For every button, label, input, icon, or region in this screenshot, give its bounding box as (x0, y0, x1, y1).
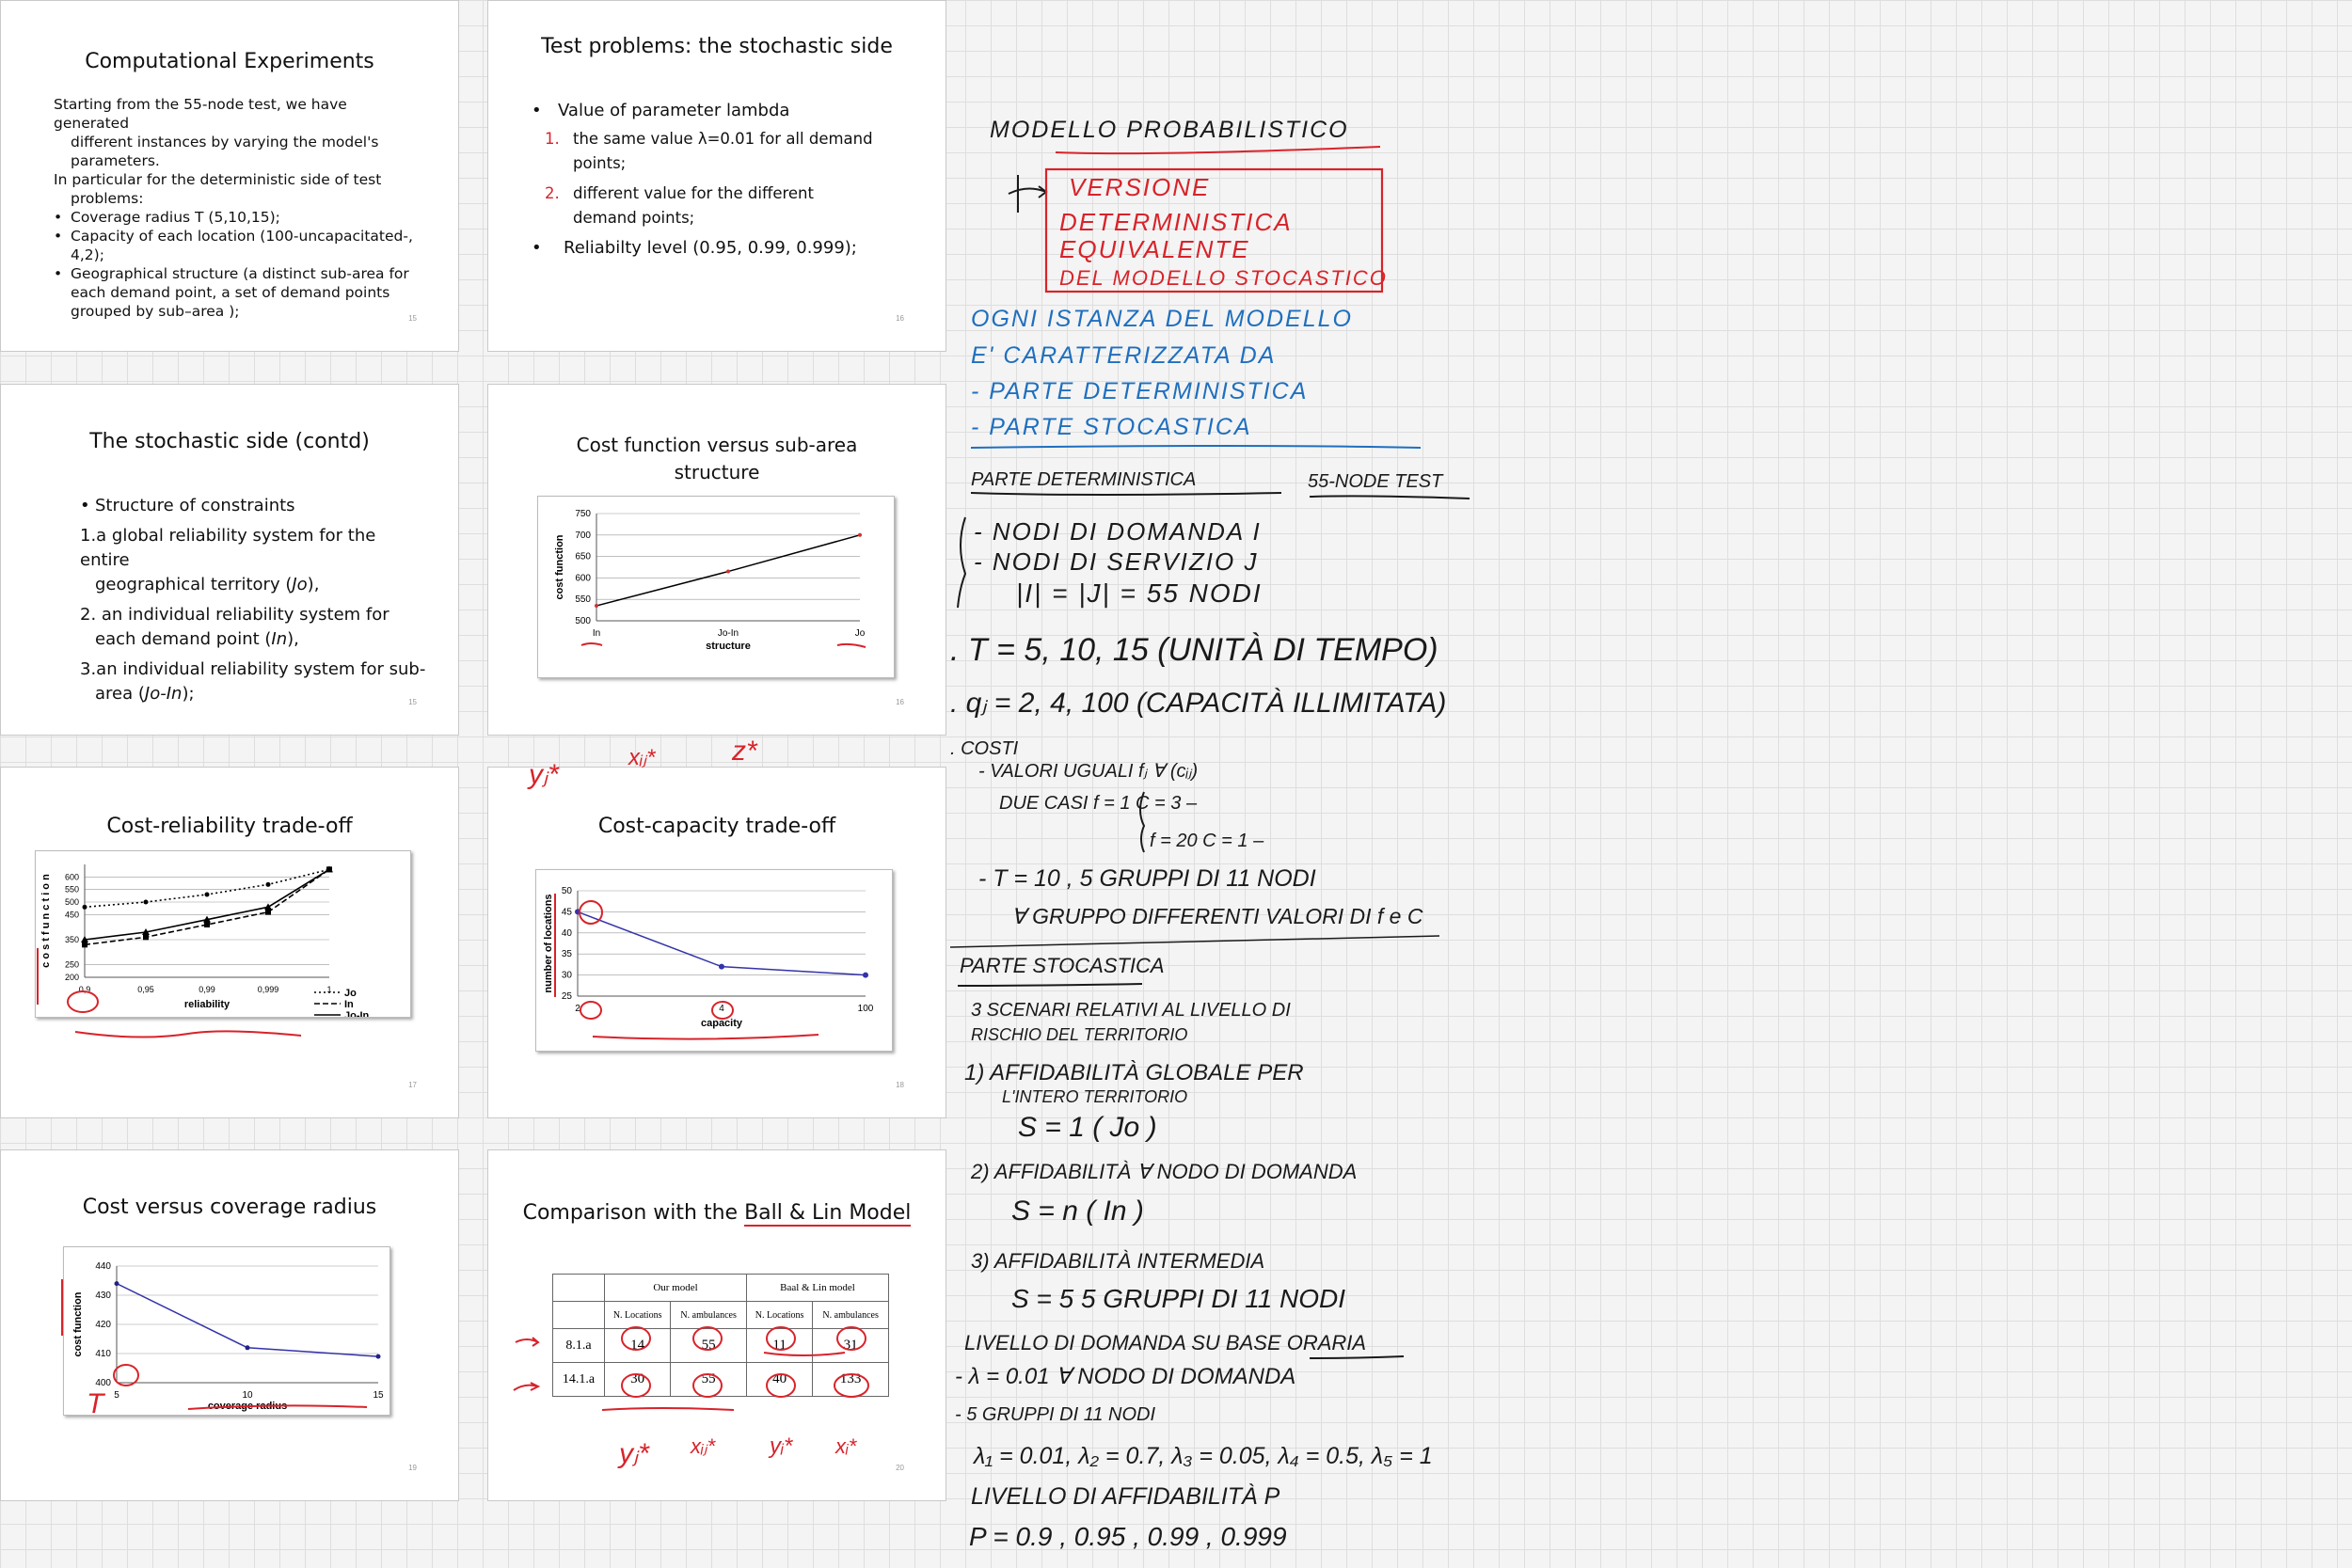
numbered-item (80, 524, 428, 597)
symbol-x: xᵢ* (835, 1434, 857, 1458)
table-header-row (553, 1275, 889, 1302)
section-heading: PARTE STOCASTICA (960, 954, 1165, 977)
slide-title (488, 432, 946, 486)
ink-brace (1140, 792, 1144, 852)
slide-title: The stochastic side (contd) (89, 430, 370, 453)
page-number: 16 (896, 314, 904, 323)
bullet-item: • Reliabilty level (0.95, 0.99, 0.999); (532, 238, 857, 258)
notes-body-1 (950, 517, 1446, 928)
x-tick-label: 2 (575, 1004, 580, 1014)
text-line: different instances by varying the model's (71, 134, 379, 150)
bullet-text: Coverage radius T (5,10,15); (71, 209, 280, 226)
notes-title: MODELLO PROBABILISTICO (990, 117, 1349, 143)
data-point (82, 942, 87, 947)
note-line: f = 20 C = 1 – (1150, 831, 1264, 851)
numbered-item (532, 182, 908, 230)
list-item: • Coverage radius T (5,10,15); (54, 208, 416, 227)
y-axis-label: cost function (554, 534, 565, 600)
page-number: 17 (408, 1081, 417, 1089)
x-axis-label: coverage radius (207, 1401, 288, 1412)
note-line: P = 0.9 , 0.95 , 0.99 , 0.999 (969, 1522, 1287, 1551)
y-tick-label: 420 (95, 1320, 111, 1330)
x-tick-label: Jo-In (717, 628, 739, 639)
chart-container (35, 850, 411, 1018)
slide-title (488, 1201, 946, 1225)
notes-deterministic (971, 469, 1444, 492)
table-header: Our model (605, 1275, 747, 1302)
y-tick-label: 650 (575, 551, 591, 562)
slide-comparison (487, 1149, 946, 1501)
y-tick-label: 600 (64, 872, 79, 882)
x-tick-label: 100 (857, 1004, 874, 1014)
row-label: 8.1.a (553, 1329, 605, 1363)
data-point (144, 900, 149, 905)
y-tick-label: 440 (95, 1261, 111, 1272)
ink-underline (971, 493, 1470, 499)
slide-cost-capacity (487, 767, 946, 1118)
table-header: Baal & Lin model (746, 1275, 888, 1302)
text-line: Starting from the 55-node test, we have generated (54, 96, 347, 132)
y-tick-label: 250 (64, 959, 79, 970)
note-line: EQUIVALENTE (1059, 235, 1250, 263)
bullet-text: Geographical structure (a distinct sub-area for (71, 265, 409, 282)
slide-title: Test problems: the stochastic side (541, 35, 893, 58)
table-header: N. ambulances (813, 1302, 889, 1329)
x-tick-label: In (592, 628, 601, 639)
ink-underline (1056, 147, 1380, 153)
data-point (858, 533, 862, 537)
table-cell: 14 (605, 1329, 671, 1363)
bullet-text: Reliabilty level (0.95, 0.99, 0.999); (564, 238, 857, 258)
slide-computational-experiments (0, 0, 459, 352)
title-text: Comparison with the (522, 1201, 745, 1225)
y-tick-label: 35 (561, 949, 572, 960)
x-tick-label: 0,95 (137, 985, 154, 994)
numbered-item (80, 603, 428, 652)
slide-stochastic-side (0, 384, 459, 736)
x-tick-label: 1 (326, 985, 332, 994)
note-line: ∀ GRUPPO DIFFERENTI VALORI DI f e C (1011, 904, 1423, 928)
chart-capacity (536, 870, 892, 1051)
ink-underline (971, 446, 1421, 448)
table-cell: 30 (605, 1363, 671, 1397)
title-highlight: Ball & Lin Model (744, 1201, 912, 1225)
legend-label: In (344, 999, 354, 1010)
ink-underline (958, 984, 1142, 986)
x-tick-label: 5 (114, 1390, 119, 1401)
title-line: structure (674, 461, 760, 483)
item-text: each demand point (In), (95, 629, 299, 649)
x-tick-label: 10 (242, 1390, 253, 1401)
y-tick-label: 25 (561, 991, 572, 1002)
note-line: 1) AFFIDABILITÀ GLOBALE PER (964, 1060, 1304, 1085)
section-heading: PARTE DETERMINISTICA (971, 469, 1197, 490)
note-line: - VALORI UGUALI fⱼ ∀ (cᵢⱼ) (978, 761, 1199, 782)
note-line: LIVELLO DI AFFIDABILITÀ P (971, 1483, 1280, 1510)
data-point (265, 910, 271, 915)
x-tick-label: 4 (719, 1004, 724, 1014)
data-point (264, 903, 272, 910)
bullet-text: grouped by sub–area ); (71, 303, 240, 320)
symbol-x: xᵢⱼ* (628, 745, 656, 770)
table-cell: 31 (813, 1329, 889, 1363)
x-tick-label: 15 (373, 1390, 384, 1401)
legend-label: Jo-In (344, 1010, 370, 1017)
notes-black (990, 117, 1349, 143)
chart-coverage (64, 1247, 389, 1415)
data-point (863, 973, 868, 978)
data-point (205, 893, 210, 897)
item-text: geographical territory (Jo), (95, 575, 320, 594)
slide-title: Cost versus coverage radius (82, 1196, 377, 1219)
note-line: RISCHIO DEL TERRITORIO (971, 1025, 1188, 1044)
y-tick-label: 30 (561, 970, 572, 981)
data-point (726, 570, 730, 574)
chart-subarea (538, 497, 894, 677)
note-line: L'INTERO TERRITORIO (1002, 1087, 1188, 1106)
slide-title: Cost-capacity trade-off (597, 815, 836, 838)
table-subheader-row (553, 1302, 889, 1329)
table-header: N. Locations (746, 1302, 812, 1329)
chart-container (537, 496, 895, 678)
table-cell: 55 (671, 1329, 747, 1363)
y-axis-label: c o s t f u n c t i o n (40, 874, 52, 968)
item-text: different value for the different (573, 184, 814, 202)
slide-cost-reliability (0, 767, 459, 1118)
ink-brace (958, 517, 965, 608)
note-line: DUE CASI f = 1 C = 3 – (999, 793, 1198, 814)
table-cell: 55 (671, 1363, 747, 1397)
note-line: DETERMINISTICA (1059, 208, 1293, 236)
notes-blue (971, 306, 1353, 440)
symbol-z: z* (732, 736, 757, 767)
x-axis-label: reliability (183, 999, 230, 1010)
data-point (595, 604, 598, 608)
red-box-text (1059, 173, 1388, 290)
table-cell: 40 (746, 1363, 812, 1397)
symbol-x: xᵢⱼ* (691, 1434, 716, 1458)
note-line: - PARTE STOCASTICA (971, 414, 1252, 440)
note-line: λ₁ = 0.01, λ₂ = 0.7, λ₃ = 0.05, λ₄ = 0.5, λ₅ = 1 (974, 1443, 1433, 1469)
item-number: 2. (545, 184, 560, 202)
note-line: - NODI DI SERVIZIO J (974, 547, 1259, 576)
note-line: - λ = 0.01 ∀ NODO DI DOMANDA (955, 1364, 1296, 1389)
symbol-y: yᵢ* (770, 1433, 793, 1459)
title-line: Cost function versus sub-area (576, 434, 858, 456)
note-line: - T = 10 , 5 GRUPPI DI 11 NODI (978, 865, 1316, 892)
y-tick-label: 750 (575, 509, 591, 519)
item-text: demand points; (573, 209, 695, 227)
data-point (246, 1345, 250, 1350)
table-cell: 133 (813, 1363, 889, 1397)
y-tick-label: 45 (561, 907, 572, 918)
slide-cost-coverage (0, 1149, 459, 1501)
note-line: - PARTE DETERMINISTICA (971, 378, 1309, 404)
data-point (143, 934, 149, 940)
note-line: . COSTI (950, 738, 1019, 759)
y-tick-label: 410 (95, 1349, 111, 1359)
numbered-item (80, 657, 428, 706)
slide-cost-vs-subarea (487, 384, 946, 736)
note-line: S = n ( In ) (1011, 1196, 1144, 1227)
data-point (83, 905, 87, 910)
item-text: 3.an individual reliability system for sub- (80, 659, 426, 679)
notes-body-2 (955, 1000, 1433, 1551)
chart-legend (310, 988, 401, 1017)
x-axis-label: capacity (700, 1018, 743, 1029)
note-line: - NODI DI DOMANDA I (974, 517, 1262, 546)
table-cell (553, 1275, 605, 1302)
note-line: S = 1 ( Jo ) (1018, 1112, 1157, 1143)
bullet-text: Structure of constraints (95, 496, 295, 515)
symbol-y: yⱼ* (529, 759, 559, 790)
item-text: 1.a global reliability system for the entire (80, 526, 376, 570)
text-line: In particular for the deterministic side of test (54, 171, 382, 188)
y-tick-label: 700 (575, 530, 591, 541)
y-axis-label: number of locations (543, 894, 554, 993)
data-point (115, 1281, 119, 1286)
data-point (575, 909, 580, 914)
chart-container (63, 1246, 390, 1416)
x-tick-label: 0,99 (199, 985, 215, 994)
note-line: - 5 GRUPPI DI 11 NODI (955, 1404, 1156, 1425)
x-axis-label: structure (706, 641, 751, 652)
note-line: VERSIONE (1069, 173, 1211, 201)
y-tick-label: 50 (561, 886, 572, 896)
data-point (266, 882, 271, 887)
table-cell: 11 (746, 1329, 812, 1363)
y-tick-label: 550 (575, 594, 591, 606)
slide-test-problems (487, 0, 946, 352)
table-header: N. Locations (605, 1302, 671, 1329)
table-header: N. ambulances (671, 1302, 747, 1329)
series-line (85, 869, 329, 944)
y-tick-label: 500 (575, 616, 591, 626)
bullet-text: each demand point, a set of demand points (71, 284, 390, 301)
ink-underline (1310, 1356, 1404, 1358)
comparison-table (552, 1274, 889, 1397)
table-cell (553, 1302, 605, 1329)
list-item: • Capacity of each location (100-uncapacitated-, 4,2); (54, 227, 416, 264)
legend-label: Jo (344, 988, 357, 999)
table-row (553, 1329, 889, 1363)
page-number: 16 (896, 698, 904, 706)
data-point (376, 1354, 381, 1359)
x-tick-label: 0,9 (78, 985, 91, 994)
series-line (85, 869, 329, 940)
y-tick-label: 500 (64, 897, 79, 907)
note-line: 3) AFFIDABILITÀ INTERMEDIA (971, 1249, 1265, 1273)
symbol-T: T (87, 1388, 104, 1419)
page-number: 15 (408, 698, 417, 706)
y-tick-label: 200 (64, 973, 79, 982)
note-line: . T = 5, 10, 15 (UNITÀ DI TEMPO) (950, 632, 1438, 668)
row-label: 14.1.a (553, 1363, 605, 1397)
slide-body (80, 494, 428, 706)
y-tick-label: 450 (64, 910, 79, 920)
bullet-item: • Value of parameter lambda (532, 101, 790, 120)
item-text: the same value λ=0.01 for all demand (573, 130, 873, 148)
red-box (1046, 169, 1382, 292)
bullet-text: Capacity of each location (100-uncapacitated-, (71, 228, 413, 245)
slide-title: Cost-reliability trade-off (106, 815, 353, 838)
note-line: . qⱼ = 2, 4, 100 (CAPACITÀ ILLIMITATA) (950, 688, 1447, 719)
y-tick-label: 40 (561, 927, 572, 939)
note-line: LIVELLO DI DOMANDA SU BASE ORARIA (964, 1331, 1367, 1354)
text-line: parameters. (71, 152, 160, 169)
page-number: 15 (408, 314, 417, 323)
text-line: problems: (71, 190, 144, 207)
y-tick-label: 550 (64, 884, 79, 895)
note-line: DEL MODELLO STOCASTICO (1059, 266, 1388, 290)
bullet-text: Value of parameter lambda (558, 101, 790, 120)
notes-stochastic (960, 954, 1165, 977)
note-line: OGNI ISTANZA DEL MODELLO (971, 306, 1353, 332)
numbered-item (532, 127, 908, 176)
symbol-y: yⱼ* (619, 1438, 649, 1469)
slide-body (532, 99, 908, 261)
table-row (553, 1363, 889, 1397)
x-tick-label: Jo (854, 628, 866, 639)
page-number: 19 (408, 1464, 417, 1472)
ink-line (950, 936, 1439, 947)
data-point (719, 964, 724, 970)
y-tick-label: 350 (64, 935, 79, 944)
section-heading: 55-NODE TEST (1308, 471, 1443, 492)
y-tick-label: 600 (575, 573, 591, 584)
note-line: S = 5 5 GRUPPI DI 11 NODI (1011, 1284, 1346, 1313)
chart-container (535, 869, 893, 1052)
ink-arrow (1009, 175, 1046, 213)
bullet-item: • Structure of constraints (80, 496, 295, 515)
data-point (204, 922, 210, 927)
page-number: 20 (896, 1464, 904, 1472)
note-line: 3 SCENARI RELATIVI AL LIVELLO DI (971, 1000, 1291, 1021)
item-text: 2. an individual reliability system for (80, 605, 389, 625)
y-axis-label: cost function (72, 1291, 84, 1357)
note-line: E' CARATTERIZZATA DA (971, 342, 1277, 369)
series-line (85, 869, 329, 907)
bullet-list (54, 208, 416, 321)
chart-reliability (36, 851, 410, 1017)
x-tick-label: 0,999 (257, 985, 279, 994)
item-text: points; (573, 154, 627, 172)
item-text: area (Jo-In); (95, 684, 195, 704)
page-number: 18 (896, 1081, 904, 1089)
bullet-text: 4,2); (71, 246, 104, 263)
item-number: 1. (545, 130, 560, 148)
slide-body (54, 95, 416, 321)
note-line: 2) AFFIDABILITÀ ∀ NODO DI DOMANDA (971, 1160, 1358, 1183)
note-line: |I| = |J| = 55 NODI (1016, 578, 1263, 608)
list-item: • Geographical structure (a distinct sub-area for each demand point, a set of demand points grouped by sub–area ); (54, 264, 416, 321)
slide-title: Computational Experiments (85, 50, 374, 73)
y-tick-label: 400 (95, 1378, 111, 1388)
y-tick-label: 430 (95, 1291, 111, 1301)
